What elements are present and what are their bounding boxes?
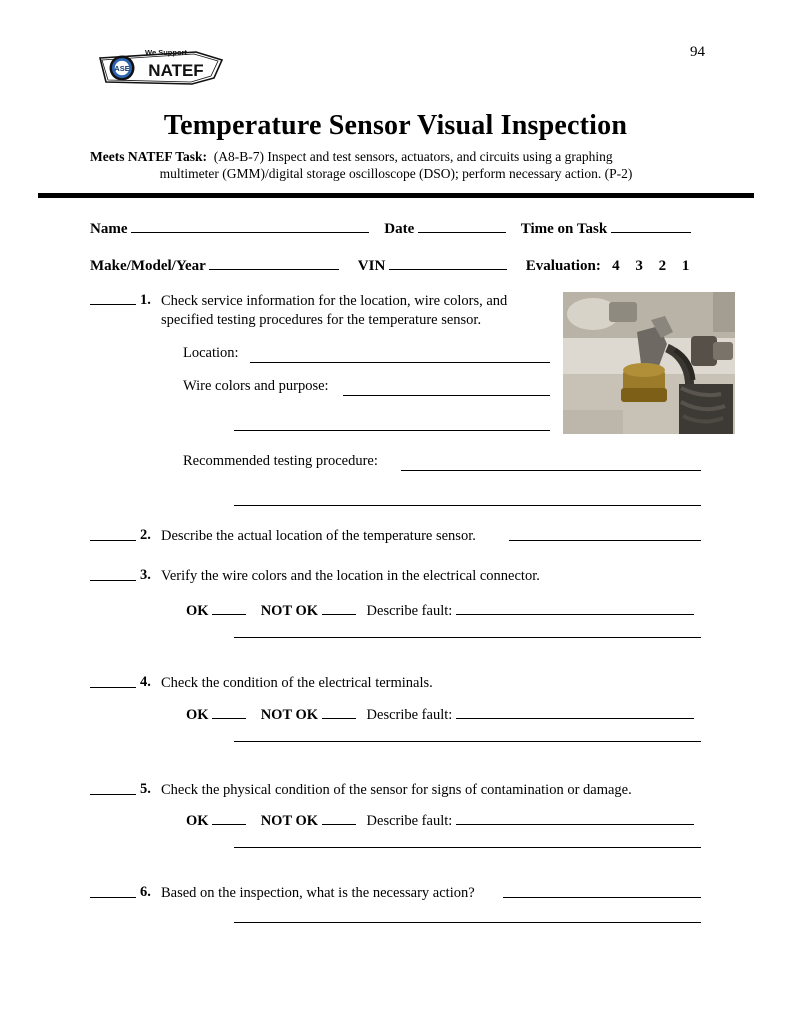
item-4-fault-input-line-2[interactable] xyxy=(234,741,701,742)
vin-label: VIN xyxy=(357,258,386,274)
item-4-fault-input[interactable] xyxy=(456,704,694,719)
date-label: Date xyxy=(384,221,415,237)
item-4-ok-checkbox[interactable] xyxy=(212,704,246,719)
item-3-ok-row xyxy=(186,600,694,620)
item-3-ok-label: OK xyxy=(186,603,209,619)
item-6-answer-input-line-2[interactable] xyxy=(234,922,701,923)
item-5-not-ok-checkbox[interactable] xyxy=(322,810,356,825)
item-1-location-input[interactable] xyxy=(250,362,550,363)
item-2-answer-input[interactable] xyxy=(509,540,701,541)
item-5-number: 5. xyxy=(140,781,151,797)
item-4-ok-label: OK xyxy=(186,707,209,723)
item-2-checkbox-line[interactable] xyxy=(90,540,136,541)
item-4-ok-row xyxy=(186,704,694,724)
item-2-number: 2. xyxy=(140,527,151,543)
item-5-ok-label: OK xyxy=(186,813,209,829)
header-divider xyxy=(38,193,754,198)
page-number: 94 xyxy=(690,44,705,60)
svg-text:NATEF: NATEF xyxy=(148,61,204,80)
item-3-not-ok-checkbox[interactable] xyxy=(322,600,356,615)
time-on-task-input[interactable] xyxy=(611,218,691,233)
item-4-not-ok-checkbox[interactable] xyxy=(322,704,356,719)
item-3-number: 3. xyxy=(140,567,151,583)
evaluation-values[interactable]: 4 3 2 1 xyxy=(612,258,696,274)
item-1-text-line-2: specified testing procedures for the temperature sensor. xyxy=(161,312,482,328)
evaluation-label: Evaluation: xyxy=(525,258,601,274)
name-label: Name xyxy=(90,221,128,237)
item-6-number: 6. xyxy=(140,884,151,900)
item-6-answer-input[interactable] xyxy=(503,897,701,898)
item-3-fault-label: Describe fault: xyxy=(366,603,453,619)
meets-line-2: multimeter (GMM)/digital storage oscilloscope (DSO); perform necessary action. (P-2) xyxy=(159,166,633,181)
item-4-fault-label: Describe fault: xyxy=(366,707,453,723)
vin-input[interactable] xyxy=(389,255,507,270)
item-3-fault-input-line-2[interactable] xyxy=(234,637,701,638)
identity-row-2 xyxy=(90,255,710,275)
item-4-number: 4. xyxy=(140,674,151,690)
item-3-fault-input[interactable] xyxy=(456,600,694,615)
item-1-testing-procedure-input[interactable] xyxy=(401,470,701,471)
item-1-testing-procedure-input-line-2[interactable] xyxy=(234,505,701,506)
item-4-not-ok-label: NOT OK xyxy=(260,707,319,723)
make-model-year-input[interactable] xyxy=(209,255,339,270)
item-1-testing-procedure-label: Recommended testing procedure: xyxy=(183,453,378,469)
meets-natef-task xyxy=(90,148,702,182)
item-5-fault-input-line-2[interactable] xyxy=(234,847,701,848)
item-1-wire-colors-input[interactable] xyxy=(343,395,550,396)
item-3-text: Verify the wire colors and the location in the electrical connector. xyxy=(161,568,540,584)
item-5-ok-checkbox[interactable] xyxy=(212,810,246,825)
item-2-text: Describe the actual location of the temperature sensor. xyxy=(161,528,476,544)
item-5-not-ok-label: NOT OK xyxy=(260,813,319,829)
svg-text:We Support: We Support xyxy=(145,48,187,57)
item-3-checkbox-line[interactable] xyxy=(90,580,136,581)
item-5-fault-input[interactable] xyxy=(456,810,694,825)
item-3-ok-checkbox[interactable] xyxy=(212,600,246,615)
date-input[interactable] xyxy=(418,218,506,233)
name-input[interactable] xyxy=(131,218,369,233)
item-4-text: Check the condition of the electrical terminals. xyxy=(161,675,433,691)
sensor-photo xyxy=(563,292,735,434)
item-1-location-label: Location: xyxy=(183,345,239,361)
item-1-text-line-1: Check service information for the location, wire colors, and xyxy=(161,293,508,309)
item-5-checkbox-line[interactable] xyxy=(90,794,136,795)
item-6-text: Based on the inspection, what is the necessary action? xyxy=(161,885,475,901)
item-3-not-ok-label: NOT OK xyxy=(260,603,319,619)
item-4-checkbox-line[interactable] xyxy=(90,687,136,688)
time-on-task-label: Time on Task xyxy=(520,221,608,237)
make-model-year-label: Make/Model/Year xyxy=(90,258,206,274)
item-5-ok-row xyxy=(186,810,694,830)
item-1-wire-colors-label: Wire colors and purpose: xyxy=(183,378,329,394)
meets-label: Meets NATEF Task: xyxy=(90,149,208,164)
item-1-wire-colors-input-line-2[interactable] xyxy=(234,430,550,431)
item-5-text: Check the physical condition of the sensor for signs of contamination or damage. xyxy=(161,782,632,798)
page-title: Temperature Sensor Visual Inspection xyxy=(163,110,628,141)
identity-row-1 xyxy=(90,218,710,238)
item-1-number: 1. xyxy=(140,292,151,308)
meets-line-1: (A8-B-7) Inspect and test sensors, actuators, and circuits using a graphing xyxy=(213,149,613,164)
item-6-checkbox-line[interactable] xyxy=(90,897,136,898)
item-1-checkbox-line[interactable] xyxy=(90,304,136,305)
item-5-fault-label: Describe fault: xyxy=(366,813,453,829)
svg-text:ASE: ASE xyxy=(114,64,130,73)
natef-logo xyxy=(96,44,226,88)
